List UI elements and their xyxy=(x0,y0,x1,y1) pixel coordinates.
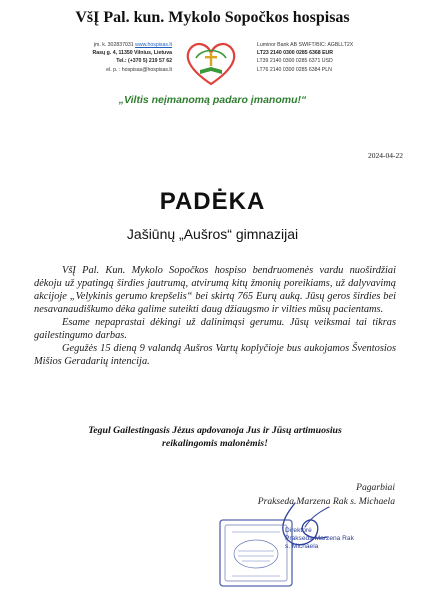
letter-title: PADĖKA xyxy=(159,188,266,215)
blessing-line-1: Tegul Gailestingasis Jėzus apdovanoja Jus ir Jūsų artimuosius xyxy=(88,425,342,436)
cross-vertical xyxy=(210,52,212,66)
phone: Tel.: (+370 5) 219 57 62 xyxy=(116,58,172,65)
book-icon xyxy=(200,67,222,74)
bank-account-eur: LT23 2140 0300 0285 6368 EUR xyxy=(257,50,334,57)
motto: „Viltis neįmanomą padaro įmanomu!“ xyxy=(118,94,307,106)
bank-account-usd: LT39 2140 0300 0285 6371 USD xyxy=(257,58,333,65)
letter-date: 2024-04-22 xyxy=(368,151,403,160)
paragraph-1: VšĮ Pal. Kun. Mykolo Sopočkos hospiso bendruomenės vardu nuoširdžiai dėkoju už ypatingą širdies jautrumą, atvirumą kitų žmonių poreikiams, už dalyvavimą akcijoje „Velykinis gerumo krepšelis“ bei skirtą 765 Eurų auką. Jūsų geros širdies bei nesavanaudiškumo dėka galime suteikti daug džiaugsmo ir vilties mūsų pacientams. xyxy=(34,265,396,315)
letter-body xyxy=(34,264,396,368)
paragraph-3: Gegužės 15 dieną 9 valandą Aušros Vartų koplyčioje bus aukojamos Šventosios Mišios Geradarių intencija. xyxy=(34,343,396,367)
closing-regards: Pagarbiai xyxy=(356,482,395,493)
stamp-note-line-3: s. Michaela xyxy=(285,543,319,551)
paragraph-2: Esame nepaprastai dėkingi už dalinimąsi gerumu. Jūsų veiksmai tai tikras gailestingumo darbas. xyxy=(34,317,396,341)
org-name: VšĮ Pal. kun. Mykolo Sopočkos hospisas xyxy=(75,9,350,26)
website-link[interactable]: www.hospisas.lt xyxy=(135,42,172,48)
contact-block xyxy=(93,41,172,74)
blessing xyxy=(34,424,396,450)
email: el. p. : hospisas@hospisas.lt xyxy=(106,66,172,73)
company-code: įm. k. 302837031 xyxy=(93,42,136,48)
stamp-note-line-1: Direktorė xyxy=(285,527,312,534)
address: Rasų g. 4, 11350 Vilnius, Lietuva xyxy=(92,50,172,57)
bank-block xyxy=(257,41,353,74)
stamp-note-line-2: Prakseda Marzena Rak xyxy=(285,535,354,543)
recipient: Jašiūnų „Aušros“ gimnazijai xyxy=(126,226,299,242)
company-code-line xyxy=(93,41,172,49)
hospice-logo xyxy=(182,40,240,88)
bank-name: Luminor Bank AB SWIFT/BIC: AGBLLT2X xyxy=(257,42,354,48)
signer-name: Prakseda Marzena Rak s. Michaela xyxy=(257,496,395,507)
cross-horizontal xyxy=(205,56,217,58)
handwritten-signature xyxy=(265,497,345,557)
blessing-line-2: reikalingomis malonėmis! xyxy=(162,438,268,449)
bank-account-pln: LT76 2140 0300 0285 6384 PLN xyxy=(257,66,332,73)
